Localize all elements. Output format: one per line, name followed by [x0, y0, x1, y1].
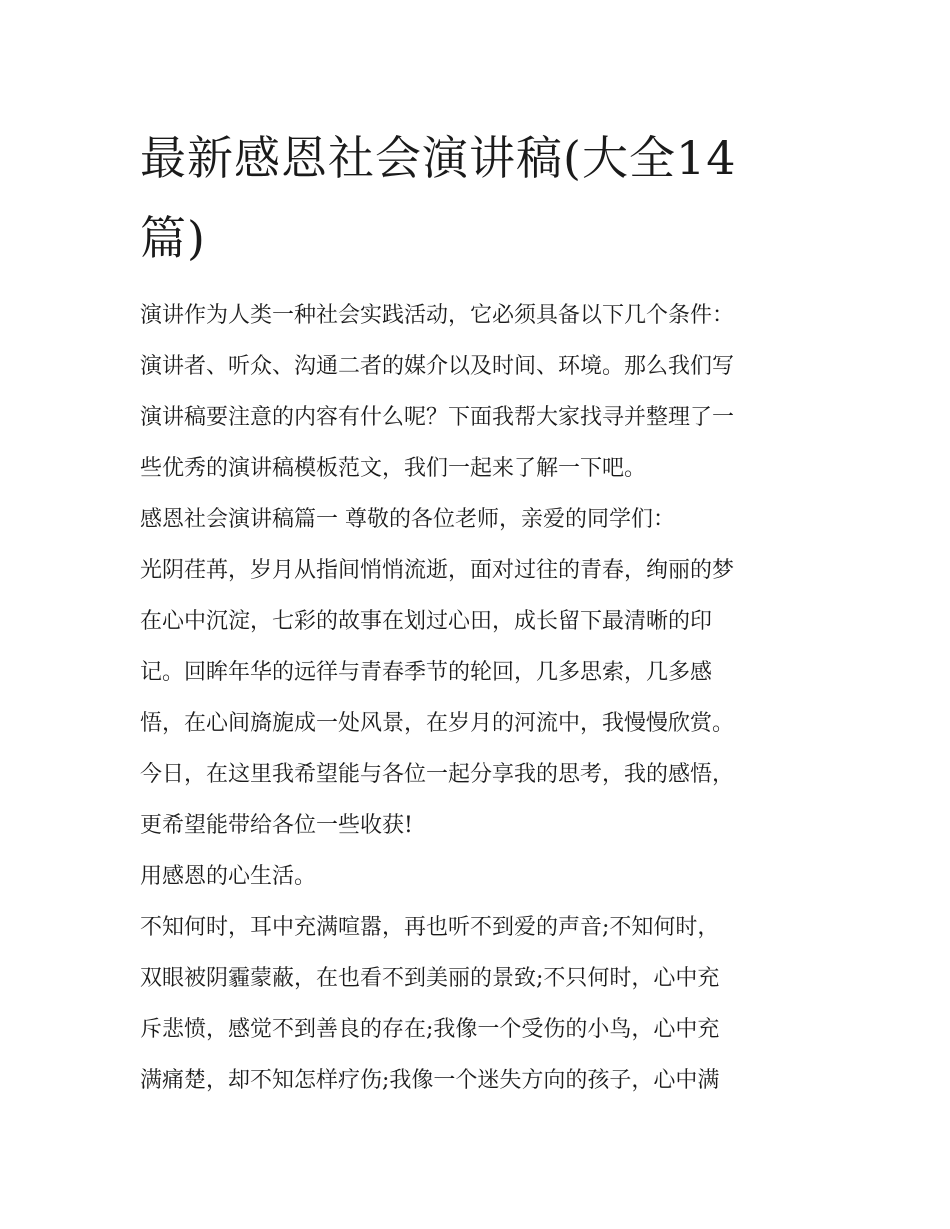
paragraph-intro [140, 290, 812, 494]
title-line-1: 最新感恩社会演讲稿(大全14 [140, 131, 737, 185]
document-body [140, 290, 812, 1106]
text-line: 演讲者、听众、沟通二者的媒介以及时间、环境。那么我们写 [140, 354, 735, 379]
text-line: 满痛楚，却不知怎样疗伤;我像一个迷失方向的孩子，心中满 [140, 1068, 720, 1093]
text-line: 今日，在这里我希望能与各位一起分享我的思考，我的感悟， [140, 762, 735, 787]
text-line: 光阴荏苒，岁月从指间悄悄流逝，面对过往的青春，绚丽的梦 [140, 558, 735, 583]
text-line: 演讲作为人类一种社会实践活动，它必须具备以下几个条件： [140, 303, 735, 328]
document-title [140, 118, 812, 278]
text-line: 记。回眸年华的远徉与青春季节的轮回，几多思索，几多感 [140, 660, 713, 685]
text-line: 感恩社会演讲稿篇一 尊敬的各位老师，亲爱的同学们： [140, 507, 675, 532]
paragraph-body-1 [140, 545, 812, 851]
text-line: 悟，在心间旖旎成一处风景，在岁月的河流中，我慢慢欣赏。 [140, 711, 735, 736]
document-page [140, 118, 812, 1106]
paragraph-body-2 [140, 902, 812, 1106]
text-line: 些优秀的演讲稿模板范文，我们一起来了解一下吧。 [140, 456, 647, 481]
text-line: 演讲稿要注意的内容有什么呢？下面我帮大家找寻并整理了一 [140, 405, 735, 430]
text-line: 在心中沉淀，七彩的故事在划过心田，成长留下最清晰的印 [140, 609, 713, 634]
text-line: 双眼被阴霾蒙蔽，在也看不到美丽的景致;不只何时，心中充 [140, 966, 720, 991]
text-line: 更希望能带给各位一些收获! [140, 813, 413, 838]
text-line: 斥悲愤，感觉不到善良的存在;我像一个受伤的小鸟，心中充 [140, 1017, 720, 1042]
text-line: 用感恩的心生活。 [140, 864, 317, 889]
title-line-2: 篇) [140, 211, 206, 265]
paragraph-short [140, 851, 812, 902]
paragraph-heading-1 [140, 494, 812, 545]
text-line: 不知何时，耳中充满喧嚣，再也听不到爱的声音;不知何时， [140, 915, 720, 940]
